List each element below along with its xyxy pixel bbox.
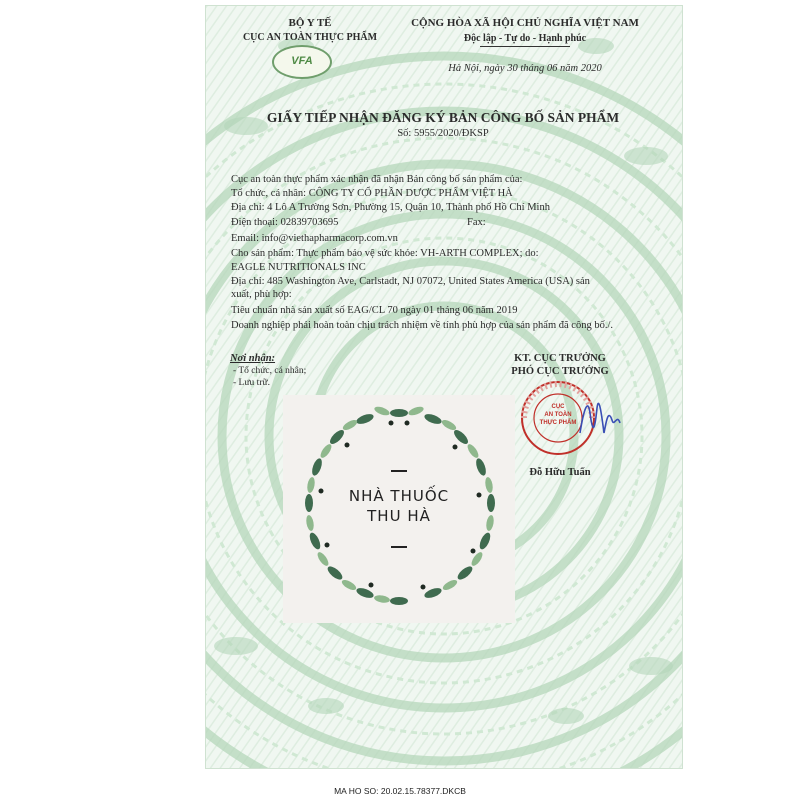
pharmacy-watermark — [283, 395, 515, 623]
signer-name: Đỗ Hữu Tuấn — [529, 467, 591, 478]
issue-date: Hà Nội, ngày 30 tháng 06 năm 2020 — [448, 63, 602, 74]
body-manufacturer-address-cont: xuất, phù hợp: — [231, 289, 292, 300]
national-motto: Độc lập - Tự do - Hạnh phúc — [463, 33, 587, 44]
body-intro: Cục an toàn thực phẩm xác nhận đã nhận Bản công bố sản phẩm của: — [231, 174, 523, 185]
signer-title-2: PHÓ CỤC TRƯỞNG — [511, 366, 609, 377]
document-title: GIẤY TIẾP NHẬN ĐĂNG KÝ BẢN CÔNG BỐ SẢN PHẨM — [266, 110, 620, 125]
body-fax: Fax: — [467, 217, 486, 228]
recipient-item: - Lưu trữ. — [233, 378, 270, 388]
stamp-text-1: CỤC — [551, 404, 565, 410]
signer-title-1: KT. CỤC TRƯỞNG — [514, 353, 606, 364]
motto-underline — [480, 46, 570, 47]
document-number: Số: 5955/2020/ĐKSP — [397, 128, 489, 139]
body-email: Email: info@viethapharmacorp.com.vn — [231, 233, 398, 244]
body-organization: Tổ chức, cá nhân: CÔNG TY CỔ PHẦN DƯỢC PHẨM VIỆT HÀ — [231, 188, 513, 199]
recipient-item: - Tổ chức, cá nhân; — [233, 366, 307, 376]
department-name: CỤC AN TOÀN THỰC PHẨM — [242, 32, 378, 43]
pharmacy-name-line2: THU HÀ — [367, 507, 431, 525]
body-standard: Tiêu chuẩn nhà sản xuất số EAG/CL 70 ngày 01 tháng 06 năm 2019 — [231, 305, 518, 316]
body-organization-address: Địa chỉ: 4 Lô A Trường Sơn, Phường 15, Quận 10, Thành phố Hồ Chí Minh — [231, 202, 550, 213]
department-logo-text: VFA — [291, 55, 313, 67]
body-responsibility: Doanh nghiệp phải hoàn toàn chịu trách nhiệm về tính phù hợp của sản phẩm đã công bố./. — [231, 320, 613, 331]
republic-name: CỘNG HÒA XÃ HỘI CHỦ NGHĨA VIỆT NAM — [411, 17, 639, 29]
signature-scribble — [580, 403, 620, 433]
body-manufacturer-address: Địa chỉ: 485 Washington Ave, Carlstadt, NJ 07072, United States America (USA) sản — [231, 276, 590, 287]
stamp-text-3: THỰC PHẨM — [539, 420, 577, 426]
pharmacy-name-line1: NHÀ THUỐC — [348, 487, 450, 505]
ministry-name: BỘ Y TẾ — [288, 17, 332, 29]
body-product: Cho sản phẩm: Thực phẩm bảo vệ sức khỏe: VH-ARTH COMPLEX; do: — [231, 248, 539, 259]
recipients-heading: Nơi nhận: — [230, 353, 276, 364]
department-logo — [272, 45, 332, 79]
dossier-code: MA HO SO: 20.02.15.78377.DKCB — [334, 786, 466, 796]
body-manufacturer: EAGLE NUTRITIONALS INC — [231, 262, 366, 273]
stamp-text-2: AN TOÀN — [544, 412, 572, 418]
body-phone: Điện thoại: 02839703695 — [231, 217, 339, 228]
